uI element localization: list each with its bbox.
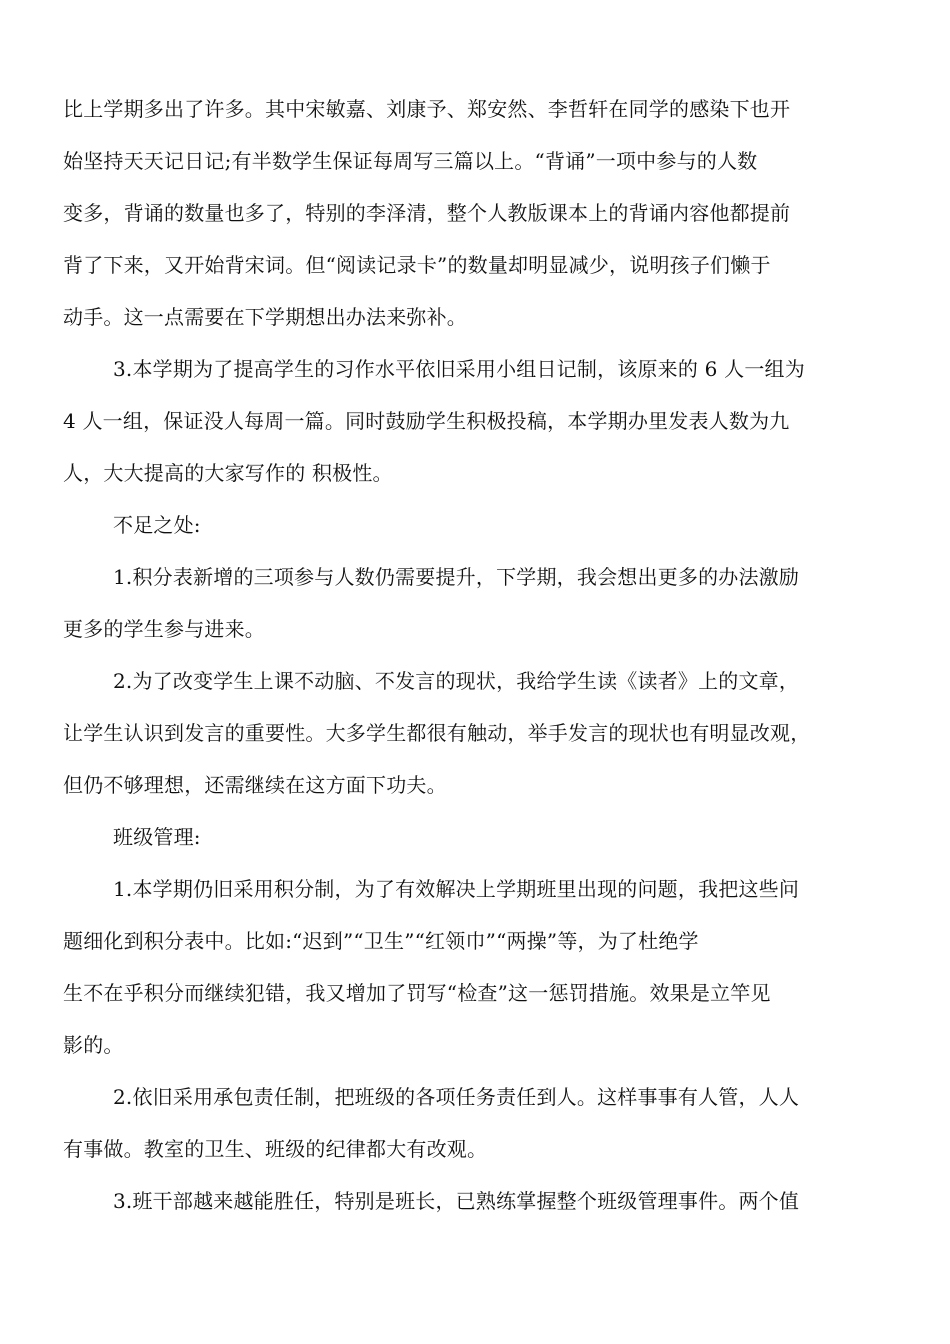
- text-line: 始坚持天天记日记;有半数学生保证每周写三篇以上。“背诵”一项中参与的人数: [63, 149, 758, 173]
- text-line: 变多，背诵的数量也多了，特别的李泽清，整个人教版课本上的背诵内容他都提前: [63, 201, 791, 225]
- section-heading-shortcomings: 不足之处:: [113, 513, 201, 537]
- paragraph-first-line: 1.本学期仍旧采用积分制，为了有效解决上学期班里出现的问题，我把这些问: [113, 877, 800, 901]
- text-line: 4 人一组，保证没人每周一篇。同时鼓励学生积极投稿，本学期办里发表人数为九: [63, 409, 790, 433]
- paragraph-first-line: 3.本学期为了提高学生的习作水平依旧采用小组日记制，该原来的 6 人一组为: [113, 357, 805, 381]
- paragraph-first-line: 2.依旧采用承包责任制，把班级的各项任务责任到人。这样事事有人管，人人: [113, 1085, 800, 1109]
- paragraph-first-line: 2.为了改变学生上课不动脑、不发言的现状，我给学生读《读者》上的文章，: [113, 669, 800, 693]
- paragraph-first-line: 3.班干部越来越能胜任，特别是班长，已熟练掌握整个班级管理事件。两个值: [113, 1189, 800, 1213]
- text-line: 但仍不够理想，还需继续在这方面下功夫。: [63, 773, 447, 797]
- text-line: 更多的学生参与进来。: [63, 617, 265, 641]
- text-line: 人，大大提高的大家写作的 积极性。: [63, 461, 393, 485]
- text-line: 有事做。教室的卫生、班级的纪律都大有改观。: [63, 1137, 488, 1161]
- section-heading-class-management: 班级管理:: [113, 825, 201, 849]
- text-line: 生不在乎积分而继续犯错，我又增加了罚写“检查”这一惩罚措施。效果是立竿见: [63, 981, 771, 1005]
- text-line: 题细化到积分表中。比如:“迟到”“卫生”“红领巾”“两操”等，为了杜绝学: [63, 929, 699, 953]
- text-line: 影的。: [63, 1033, 124, 1057]
- text-line: 比上学期多出了许多。其中宋敏嘉、刘康予、郑安然、李哲轩在同学的感染下也开: [63, 97, 791, 121]
- text-line: 背了下来，又开始背宋词。但“阅读记录卡”的数量却明显减少，说明孩子们懒于: [63, 253, 771, 277]
- paragraph-first-line: 1.积分表新增的三项参与人数仍需要提升，下学期，我会想出更多的办法激励: [113, 565, 800, 589]
- text-line: 动手。这一点需要在下学期想出办法来弥补。: [63, 305, 467, 329]
- text-line: 让学生认识到发言的重要性。大多学生都很有触动，举手发言的现状也有明显改观，: [63, 721, 811, 745]
